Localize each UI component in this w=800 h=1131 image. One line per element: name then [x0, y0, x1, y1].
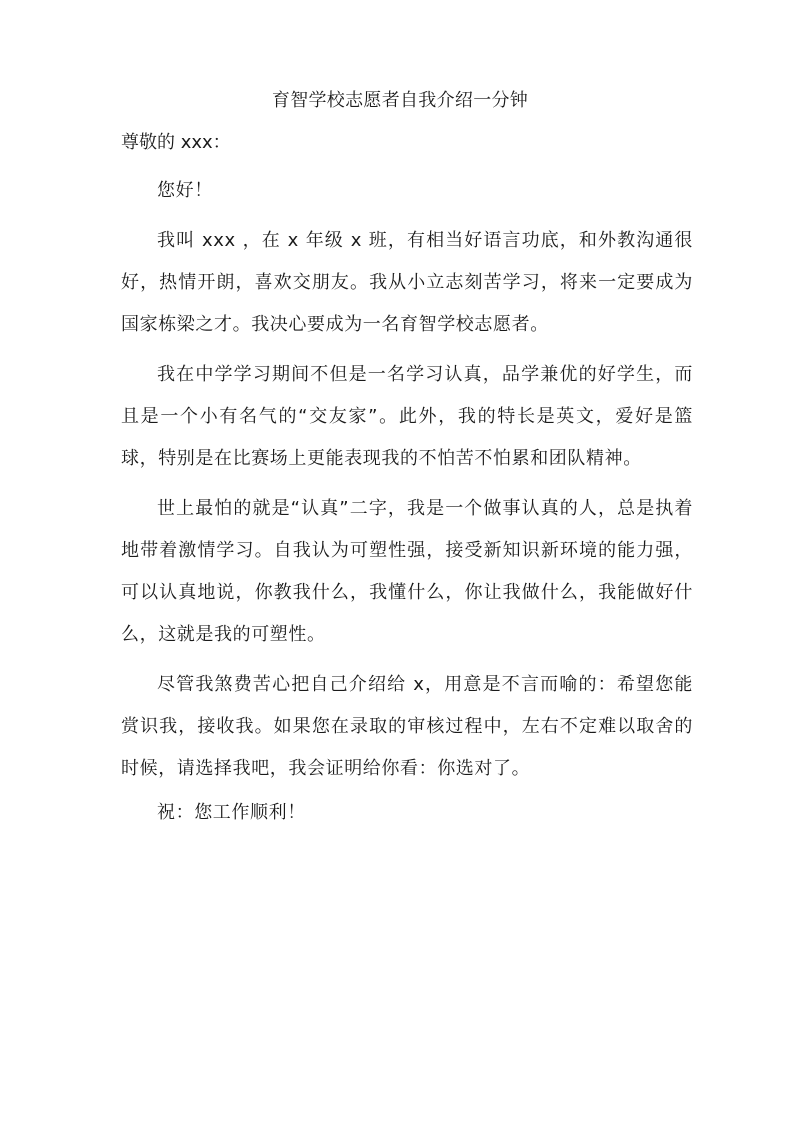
school-paragraph: 我在中学学习期间不但是一名学习认真，品学兼优的好学生，而且是一个小有名气的“交友家”。此外，我的特长是英文，爱好是篮球，特别是在比赛场上更能表现我的不怕苦不怕累和团队精神。	[121, 364, 693, 469]
request-paragraph: 尽管我煞费苦心把自己介绍给 x，用意是不言而喻的：希望您能赏识我，接收我。如果您在录取的审核过程中，左右不定难以取舍的时候，请选择我吧，我会证明给你看：你选对了。	[121, 674, 693, 779]
attitude-paragraph: 世上最怕的就是“认真”二字，我是一个做事认真的人，总是执着地带着激情学习。自我认为可塑性强，接受新知识新环境的能力强，可以认真地说，你教我什么，我懂什么，你让我做什么，我能做好什么，这就是我的可塑性。	[121, 498, 693, 645]
document-body	[121, 170, 693, 842]
greeting-paragraph: 您好！	[157, 180, 213, 201]
closing-paragraph: 祝：您工作顺利！	[157, 802, 306, 823]
salutation: 尊敬的 xxx：	[121, 132, 231, 153]
document-title: 育智学校志愿者自我介绍一分钟	[271, 90, 529, 111]
intro-paragraph: 我叫 xxx ，在 x 年级 x 班，有相当好语言功底，和外教沟通很好，热情开朗，喜欢交朋友。我从小立志刻苦学习，将来一定要成为国家栋梁之才。我决心要成为一名育智学校志愿者。	[121, 230, 693, 335]
